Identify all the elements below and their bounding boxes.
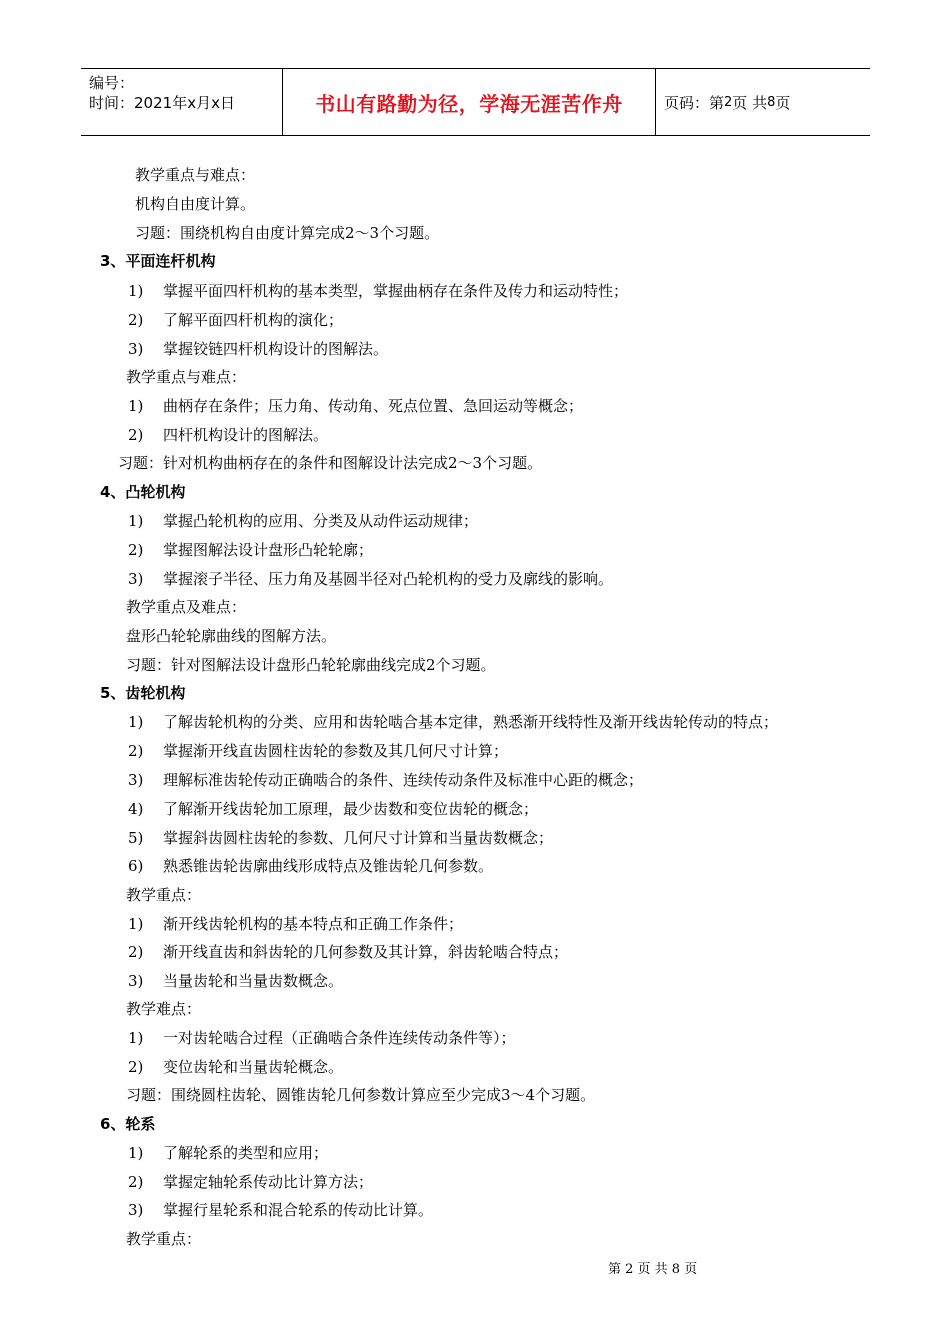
list-text: 四杆机构设计的图解法。	[163, 426, 329, 444]
pre-key-label: 教学重点与难点：	[135, 166, 256, 184]
date-label: 时间：	[89, 94, 135, 112]
list-number: 3)	[128, 570, 144, 588]
list-number: 1)	[128, 1029, 144, 1047]
section-4-exercise: 习题：针对图解法设计盘形凸轮轮廓曲线完成2个习题。	[126, 656, 496, 674]
section-4-title: 4、凸轮机构	[100, 483, 186, 501]
header-motto-cell	[282, 69, 656, 135]
list-text: 掌握定轴轮系传动比计算方法；	[163, 1173, 374, 1191]
list-text: 掌握斜齿圆柱齿轮的参数、几何尺寸计算和当量齿数概念；	[163, 829, 554, 847]
list-number: 2)	[128, 943, 144, 961]
list-number: 1)	[128, 397, 144, 415]
list-number: 3)	[128, 771, 144, 789]
section-5-key-label: 教学重点：	[126, 886, 202, 904]
list-text: 理解标准齿轮传动正确啮合的条件、连续传动条件及标准中心距的概念；	[163, 771, 644, 789]
header-left-cell	[81, 69, 282, 135]
list-text: 变位齿轮和当量齿轮概念。	[163, 1058, 344, 1076]
list-number: 4)	[128, 800, 144, 818]
section-4-key-text: 盘形凸轮轮廓曲线的图解方法。	[126, 627, 337, 645]
list-number: 1)	[128, 915, 144, 933]
date-line	[89, 93, 282, 113]
list-text: 了解轮系的类型和应用；	[163, 1144, 329, 1162]
list-number: 2)	[128, 426, 144, 444]
list-text: 掌握滚子半径、压力角及基圆半径对凸轮机构的受力及廓线的影响。	[163, 570, 614, 588]
list-text: 掌握铰链四杆机构设计的图解法。	[163, 340, 389, 358]
page-total: 8	[767, 94, 776, 110]
section-6-key-label: 教学重点：	[126, 1230, 202, 1248]
page-label-prefix: 页码：第	[664, 93, 725, 112]
list-number: 3)	[128, 340, 144, 358]
list-number: 1)	[128, 1144, 144, 1162]
list-text: 掌握渐开线直齿圆柱齿轮的参数及其几何尺寸计算；	[163, 742, 509, 760]
list-text: 掌握图解法设计盘形凸轮轮廓；	[163, 541, 374, 559]
section-5-diff-label: 教学难点：	[126, 1000, 202, 1018]
list-number: 2)	[128, 541, 144, 559]
page-label-suffix: 页	[775, 93, 791, 112]
section-5-exercise: 习题：围绕圆柱齿轮、圆锥齿轮几何参数计算应至少完成3～4个习题。	[126, 1086, 596, 1104]
list-number: 1)	[128, 512, 144, 530]
list-number: 3)	[128, 1201, 144, 1219]
list-number: 2)	[128, 1058, 144, 1076]
list-text: 熟悉锥齿轮齿廓曲线形成特点及锥齿轮几何参数。	[163, 857, 494, 875]
section-6-title: 6、轮系	[100, 1115, 156, 1133]
list-text: 掌握行星轮系和混合轮系的传动比计算。	[163, 1201, 434, 1219]
number-label: 编号：	[89, 74, 135, 92]
list-text: 掌握凸轮机构的应用、分类及从动件运动规律；	[163, 512, 479, 530]
list-text: 一对齿轮啮合过程（正确啮合条件连续传动条件等）；	[163, 1029, 516, 1047]
list-number: 1)	[128, 713, 144, 731]
list-number: 3)	[128, 972, 144, 990]
pre-exercise: 习题：围绕机构自由度计算完成2～3个习题。	[135, 224, 440, 242]
list-number: 2)	[128, 1173, 144, 1191]
list-number: 1)	[128, 282, 144, 300]
list-text: 曲柄存在条件；压力角、传动角、死点位置、急回运动等概念；	[163, 397, 584, 415]
section-3-exercise: 习题：针对机构曲柄存在的条件和图解设计法完成2～3个习题。	[118, 454, 543, 472]
list-text: 了解平面四杆机构的演化；	[163, 311, 344, 329]
list-text: 了解渐开线齿轮加工原理，最少齿数和变位齿轮的概念；	[163, 800, 539, 818]
page-current: 2	[724, 94, 733, 110]
list-number: 6)	[128, 857, 144, 875]
section-3-key-label: 教学重点与难点：	[126, 368, 247, 386]
list-number: 2)	[128, 742, 144, 760]
section-5-title: 5、齿轮机构	[100, 684, 186, 702]
section-3-title: 3、平面连杆机构	[100, 252, 216, 270]
page-footer: 第 2 页 共 8 页	[608, 1262, 698, 1277]
list-text: 当量齿轮和当量齿数概念。	[163, 972, 344, 990]
list-text: 渐开线直齿和斜齿轮的几何参数及其计算，斜齿轮啮合特点；	[163, 943, 569, 961]
page-label-mid: 页 共	[732, 93, 768, 112]
date-value: 2021年x月x日	[134, 94, 235, 112]
list-text: 掌握平面四杆机构的基本类型，掌握曲柄存在条件及传力和运动特性；	[163, 282, 629, 300]
list-text: 渐开线齿轮机构的基本特点和正确工作条件；	[163, 915, 464, 933]
motto-text: 书山有路勤为径，学海无涯苦作舟	[315, 91, 623, 116]
header-page-cell	[656, 69, 870, 135]
section-4-key-label: 教学重点及难点：	[126, 598, 247, 616]
list-text: 了解齿轮机构的分类、应用和齿轮啮合基本定律，熟悉渐开线特性及渐开线齿轮传动的特点；	[163, 713, 779, 731]
page-header	[81, 68, 870, 136]
pre-key-text: 机构自由度计算。	[135, 195, 256, 213]
list-number: 5)	[128, 829, 144, 847]
list-number: 2)	[128, 311, 144, 329]
